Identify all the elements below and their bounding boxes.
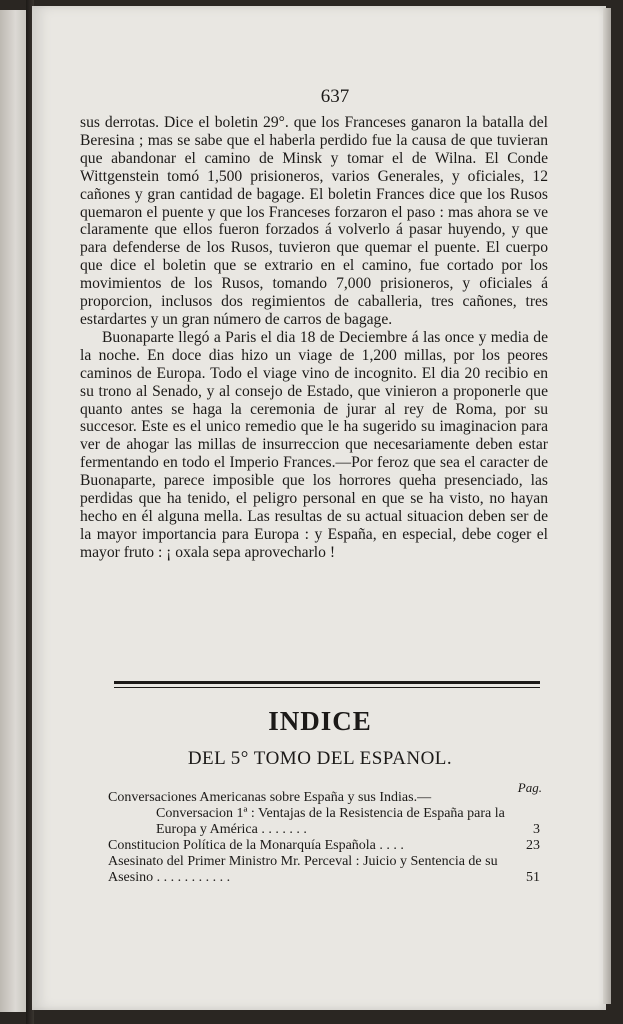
index-entry-page: 51 [526, 870, 540, 885]
index-subtitle: DEL 5° TOMO DEL ESPANOL. [187, 748, 453, 769]
index-entry-text: Constitucion Política de la Monarquía Española . . . . [108, 838, 404, 853]
page-column-label: Pag. [517, 780, 542, 795]
paragraph-1: sus derrotas. Dice el boletin 29°. que los Franceses ganaron la batalla del Beresina ; mas se sabe que el haberla perdido fue la causa de que tuvieran que abandonar el camino de Minsk y tomar el de Wilna. El Conde Wittgenstein tomó 1,500 prisioneros, varios Generales, y oficiales, 12 cañones y gran cantidad de bagage. El boletin Frances dice que los Rusos quemaron el puente y que los Franceses forzaron el paso : mas ahora se ve claramente que ellos fueron forzados á volverlo á pasar huyendo, y que para defenderse de los Rusos, tuvieron que quemar el puente. El cuerpo que dice el boletin que se extrario en el camino, fue cortado por los movimientos de los Rusos, tomando 7,000 prisioneros, y oficiales á proporcion, inclusos dos regimientos de caballeria, tres cañones, tres estardartes y un gran número de carros de bagage. [80, 114, 548, 328]
index-entry-text: Conversacion 1ª : Ventajas de la Resistencia de España para la Europa y América . . . . . . . [156, 806, 505, 837]
page-fore-edge [603, 8, 611, 1004]
index-entry [108, 790, 540, 806]
index-entry-page: 23 [526, 838, 540, 853]
index-entry-page: 3 [533, 822, 540, 837]
section-divider-thin [114, 687, 540, 688]
index-entry-text: Conversaciones Americanas sobre España y sus Indias.— [108, 790, 432, 805]
section-divider-thick [114, 681, 540, 684]
index-entry [108, 806, 540, 838]
index-entry [108, 854, 540, 886]
adjacent-page-edge [0, 10, 26, 1012]
paragraph-2: Buonaparte llegó a Paris el dia 18 de Deciembre á las once y media de la noche. En doce dias hizo un viage de 1,200 millas, por los peores caminos de Europa. Todo el viage vino de incognito. El dia 20 recibio en su trono al Senado, y al consejo de Estado, que vinieron a proponerle que quanto antes se haga la ceremonia de jurar al rey de Roma, por su succesor. Este es el unico remedio que le ha sugerido su imaginacion para ver de ahogar las millas de insurreccion que necesariamente deben estar fermentando en todo el Imperio Frances.—Por feroz que sea el caracter de Buonaparte, parece imposible que los horrores queha presenciado, las perdidas que ha tenido, el peligro personal en que se ha visto, no hayan hecho en él alguna mella. Las resultas de su actual situacion deben ser de la mayor importancia para Europa : y España, en especial, debe coger el mayor fruto : ¡ oxala sepa aprovecharlo ! [80, 328, 548, 561]
body-text [80, 114, 548, 562]
index-entry-text: Asesinato del Primer Ministro Mr. Perceval : Juicio y Sentencia de su Asesino . . . . . . . . . . . [108, 854, 498, 885]
index-list [108, 790, 540, 886]
page-number: 637 [320, 86, 350, 107]
index-title: INDICE [268, 706, 372, 736]
index-entry [108, 838, 540, 854]
